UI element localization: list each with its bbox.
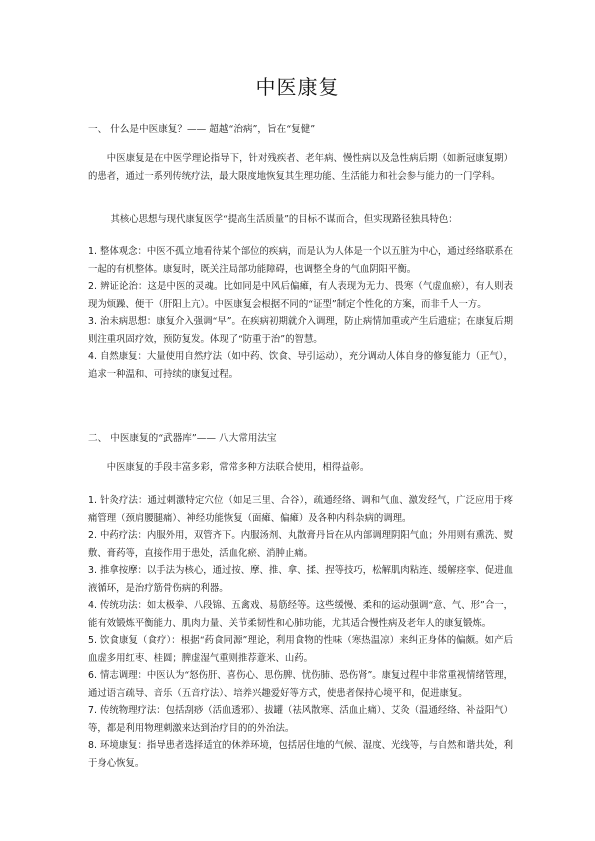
list-item-text: 治未病思想：康复介入强调“早”。在疾病初期就介入调理，防止病情加重或产生后遗症；在康复后期则注重巩固疗效，预防复发。体现了“防重于治”的智慧。 (88, 316, 514, 345)
list-item-number: 4. (88, 351, 97, 362)
list-item (88, 348, 513, 383)
list-item (88, 702, 513, 737)
list-item (88, 597, 513, 632)
list-item-text: 中药疗法：内服外用，双管齐下。内服汤剂、丸散膏丹旨在从内部调理阴阳气血；外用则有熏洗、熨敷、膏药等，直接作用于患处，活血化瘀、消肿止痛。 (88, 530, 513, 559)
list-item-text: 推拿按摩：以手法为核心，通过按、摩、推、拿、揉、捏等技巧，松解肌肉粘连、缓解痉挛、促进血液循环，是治疗筋骨伤病的利器。 (88, 565, 513, 594)
list-item-number: 6. (88, 670, 97, 681)
section-2-intro-paragraph: 中医康复的手段丰富多彩，常常多种方法联合使用，相得益彰。 (106, 462, 370, 473)
document-title: 中医康复 (255, 75, 340, 99)
list-item-number: 3. (88, 565, 97, 576)
list-item-text: 传统功法：如太极拳、八段锦、五禽戏、易筋经等。这些缓慢、柔和的运动强调“意、气、形”合一，能有效锻炼平衡能力、肌肉力量、关节柔韧性和心肺功能，尤其适合慢性病及老年人的康复锻炼。 (88, 600, 514, 629)
list-item-text: 环境康复：指导患者选择适宜的休养环境，包括居住地的气候、湿度、光线等，与自然和谐共处，利于身心恢复。 (88, 740, 513, 769)
section-2-list (88, 492, 513, 772)
list-item-number: 2. (88, 530, 97, 541)
section-2-heading: 二、 中医康复的“武器库”—— 八大常用法宝 (88, 433, 277, 444)
list-item-number: 5. (88, 635, 97, 646)
list-item-number: 8. (88, 740, 97, 751)
list-item-number: 3. (88, 316, 97, 327)
section-1-intro-paragraph: 中医康复是在中医学理论指导下，针对残疾者、老年病、慢性病以及急性病后期（如新冠康复期）的患者，通过一系列传统疗法，最大限度地恢复其生理功能、生活能力和社会参与能力的一门学科。 (88, 153, 513, 182)
list-item-number: 2. (88, 281, 97, 292)
list-item-text: 整体观念：中医不孤立地看待某个部位的疾病，而是认为人体是一个以五脏为中心，通过经络联系在一起的有机整体。康复时，既关注局部功能障碍，也调整全身的气血阴阳平衡。 (88, 246, 513, 275)
list-item (88, 667, 513, 702)
list-item-text: 针灸疗法：通过刺激特定穴位（如足三里、合谷），疏通经络、调和气血、激发经气，广泛应用于疼痛管理（颈肩腰腿痛）、神经功能恢复（面瘫、偏瘫）及各种内科杂病的调理。 (88, 495, 514, 524)
list-item (88, 527, 513, 562)
list-item-number: 7. (88, 705, 97, 716)
list-item (88, 632, 513, 667)
list-item-text: 自然康复：大量使用自然疗法（如中药、饮食、导引运动），充分调动人体自身的修复能力（正气），追求一种温和、可持续的康复过程。 (88, 351, 513, 380)
list-item-number: 1. (88, 246, 97, 257)
list-item-text: 辨证论治：这是中医的灵魂。比如同是中风后偏瘫，有人表现为无力、畏寒（气虚血瘀），有人则表现为烦躁、便干（肝阳上亢）。中医康复会根据不同的“证型”制定个性化的方案，而非千人一方。 (88, 281, 514, 310)
list-item-number: 4. (88, 600, 97, 611)
list-item (88, 492, 513, 527)
list-item-number: 1. (88, 495, 97, 506)
list-item (88, 562, 513, 597)
section-1-list (88, 243, 513, 383)
list-item-text: 饮食康复（食疗）：根据“药食同源”理论，利用食物的性味（寒热温凉）来纠正身体的偏颇。如产后血虚多用红枣、桂圆；脾虚湿气重则推荐薏米、山药。 (88, 635, 513, 664)
section-1-heading: 一、 什么是中医康复？—— 超越“治病”，旨在“复健” (88, 124, 316, 135)
section-1-lead-paragraph: 其核心思想与现代康复医学“提高生活质量”的目标不谋而合，但实现路径独具特色： (110, 214, 458, 225)
list-item (88, 737, 513, 772)
list-item (88, 278, 513, 313)
list-item-text: 传统物理疗法：包括刮痧（活血透邪）、拔罐（祛风散寒、活血止痛）、艾灸（温通经络、补益阳气）等，都是利用物理刺激来达到治疗目的的外治法。 (88, 705, 513, 734)
list-item-text: 情志调理：中医认为“怒伤肝、喜伤心、思伤脾、忧伤肺、恐伤肾”。康复过程中非常重视情绪管理，通过语言疏导、音乐（五音疗法）、培养兴趣爱好等方式，使患者保持心境平和，促进康复。 (88, 670, 514, 699)
list-item (88, 313, 513, 348)
list-item (88, 243, 513, 278)
